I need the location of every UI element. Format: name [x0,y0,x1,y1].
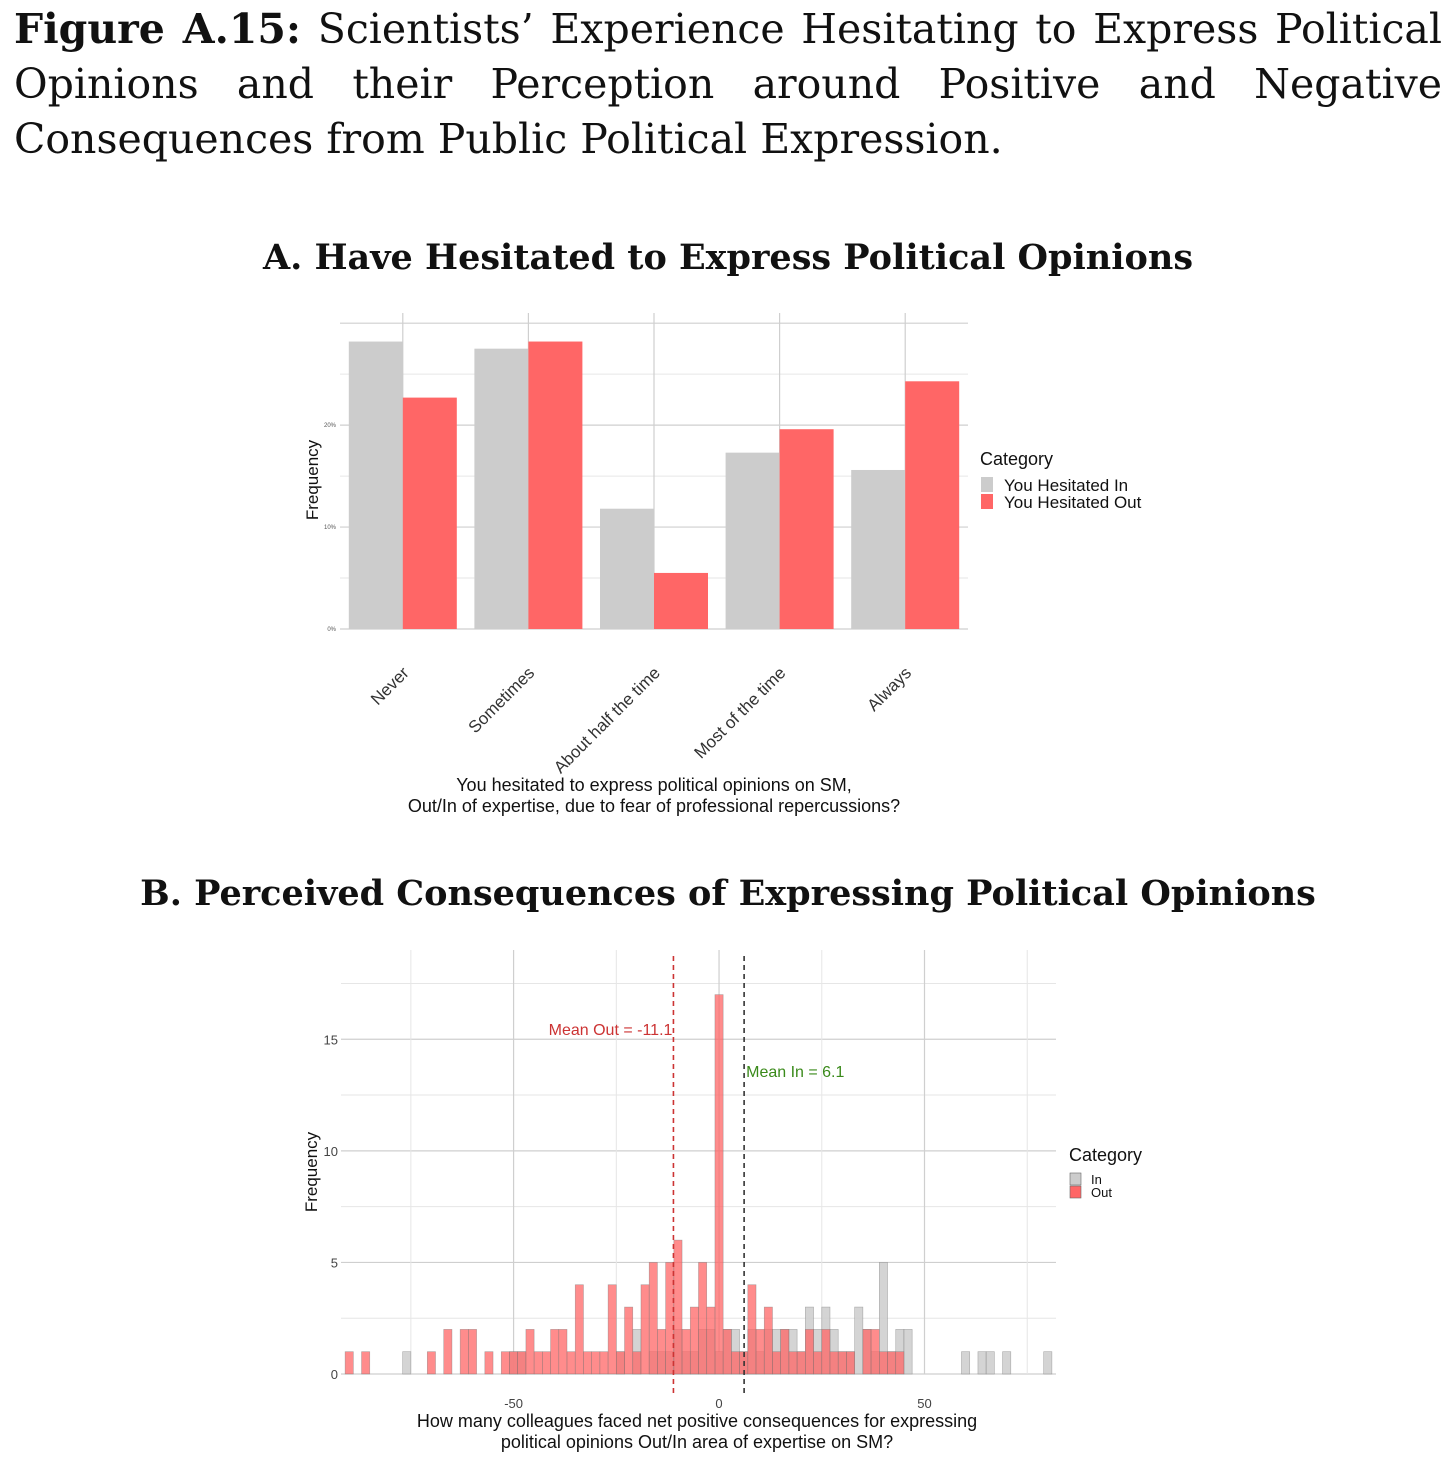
histogram-bar-out [649,1262,657,1374]
histogram-bar-out [509,1352,517,1374]
panel-b-title-text: Perceived Consequences of Expressing Political Opinions [194,873,1316,914]
histogram-bar-out [846,1352,854,1374]
legend-swatch-out [981,494,993,509]
histogram-bar-out [534,1352,542,1374]
histogram-bar-out [468,1329,476,1374]
panel-a-title-text: Have Hesitated to Express Political Opinions [314,237,1194,278]
histogram-bar-out [723,1329,731,1374]
mean-out-label: Mean Out = -11.1 [548,1022,673,1039]
histogram-bar-out [633,1352,641,1374]
histogram-bar-out [822,1329,830,1374]
histogram-bar-out [699,1262,707,1374]
histogram-bar-out [460,1329,468,1374]
histogram-bar-in [1044,1352,1052,1374]
histogram-bar-out [362,1352,370,1374]
chart-a [0,300,1456,860]
histogram-bar-out [641,1285,649,1374]
histogram-bar-out [690,1307,698,1374]
histogram-bar-out [501,1352,509,1374]
histogram-bar-out [789,1352,797,1374]
histogram-bar-in [403,1352,411,1374]
histogram-bar-out [863,1329,871,1374]
histogram-bar-out [879,1352,887,1374]
histogram-bar-out [551,1329,559,1374]
histogram-bar-out [583,1352,591,1374]
histogram-bar-in [978,1352,986,1374]
histogram-bar-out [764,1307,772,1374]
panel-b-letter: B. [140,873,182,914]
x-tick-label: About half the time [550,663,664,778]
legend-title: Category [980,449,1054,469]
x-axis-label-line: political opinions Out/In area of expertise on SM? [500,1432,894,1452]
histogram-bar-out [485,1352,493,1374]
bar-out [905,381,959,629]
histogram-bar-out [797,1352,805,1374]
bar-out [780,429,834,629]
y-tick-label: 0% [327,627,336,633]
histogram-bar-out [575,1285,583,1374]
histogram-bar-out [838,1352,846,1374]
legend-title: Category [1069,1145,1143,1165]
x-axis-label-line: How many colleagues faced net positive consequences for expressing [416,1411,978,1431]
histogram-bar-in [961,1352,969,1374]
histogram-bar-out [657,1329,665,1374]
x-tick-label: Never [367,663,413,709]
histogram-bar-out [592,1352,600,1374]
y-tick-label: 5 [330,1255,338,1271]
histogram-bar-out [896,1352,904,1374]
histogram-bar-out [781,1329,789,1374]
panel-b-title [0,873,1456,914]
figure-caption-text: Scientists’ Experience Hesitating to Express Political Opinions and their Perception around Positive and Negative Consequences from Public Political Expression. [14,5,1442,163]
x-tick-label: 50 [917,1396,932,1411]
legend-label-out: Out [1091,1185,1112,1200]
bar-in [349,342,403,629]
histogram-bar-out [871,1329,879,1374]
panel-a-letter: A. [262,237,303,278]
legend-label-in: You Hesitated In [1004,476,1129,495]
x-tick-label: 0 [715,1396,723,1411]
bar-out [528,342,582,629]
histogram-bar-in [904,1329,912,1374]
histogram-bar-out [427,1352,435,1374]
histogram-bar-out [625,1307,633,1374]
histogram-bar-out [715,995,723,1374]
figure-label: Figure A.15: [14,5,302,53]
y-tick-label: 20% [323,423,336,430]
histogram-bar-out [814,1352,822,1374]
histogram-bar-out [567,1352,575,1374]
y-tick-label: 15 [323,1032,338,1048]
x-tick-label: Sometimes [464,663,539,737]
x-axis-label-line: Out/In of expertise, due to fear of professional repercussions? [407,796,901,816]
mean-in-label: Mean In = 6.1 [746,1064,845,1081]
y-tick-label: 10 [323,1143,338,1159]
bar-out [654,573,708,629]
legend-label-out: You Hesitated Out [1004,493,1142,512]
x-axis-label-line: You hesitated to express political opinions on SM, [456,775,852,795]
bar-in [474,349,528,629]
x-tick-label: Always [863,663,916,715]
histogram-bar-in [986,1352,994,1374]
histogram-bar-out [542,1352,550,1374]
histogram-bar-in [855,1307,863,1374]
histogram-bar-out [756,1329,764,1374]
histogram-bar-out [608,1285,616,1374]
legend-swatch-in [981,477,993,492]
x-tick-label: -50 [504,1396,523,1411]
bar-in [726,453,780,629]
histogram-bar-out [830,1352,838,1374]
histogram-bar-out [707,1307,715,1374]
chart-b [0,940,1456,1460]
bar-in [851,470,905,629]
histogram-bar-out [526,1329,534,1374]
histogram-bar-out [616,1352,624,1374]
histogram-bar-out [748,1285,756,1374]
legend-label-in: In [1091,1172,1102,1187]
figure-caption [14,2,1442,167]
histogram-bar-out [559,1329,567,1374]
histogram-bar-out [674,1240,682,1374]
histogram-bar-out [518,1352,526,1374]
bar-in [600,509,654,629]
histogram-bar-out [666,1262,674,1374]
histogram-bar-out [600,1352,608,1374]
legend-swatch-out [1070,1186,1081,1198]
histogram-bar-out [731,1352,739,1374]
histogram-bar-out [772,1352,780,1374]
y-tick-label: 0 [330,1367,338,1382]
histogram-bar-out [888,1352,896,1374]
panel-a-title [0,237,1456,278]
histogram-bar-out [805,1329,813,1374]
y-axis-label: Frequency [303,439,322,521]
y-axis-label: Frequency [302,1131,321,1213]
histogram-bar-out [345,1352,353,1374]
bar-out [403,398,457,629]
legend-swatch-in [1070,1173,1081,1185]
histogram-bar-in [1003,1352,1011,1374]
histogram-bar-out [444,1329,452,1374]
y-tick-label: 10% [323,525,336,532]
x-tick-label: Most of the time [690,663,790,763]
histogram-bar-out [682,1329,690,1374]
